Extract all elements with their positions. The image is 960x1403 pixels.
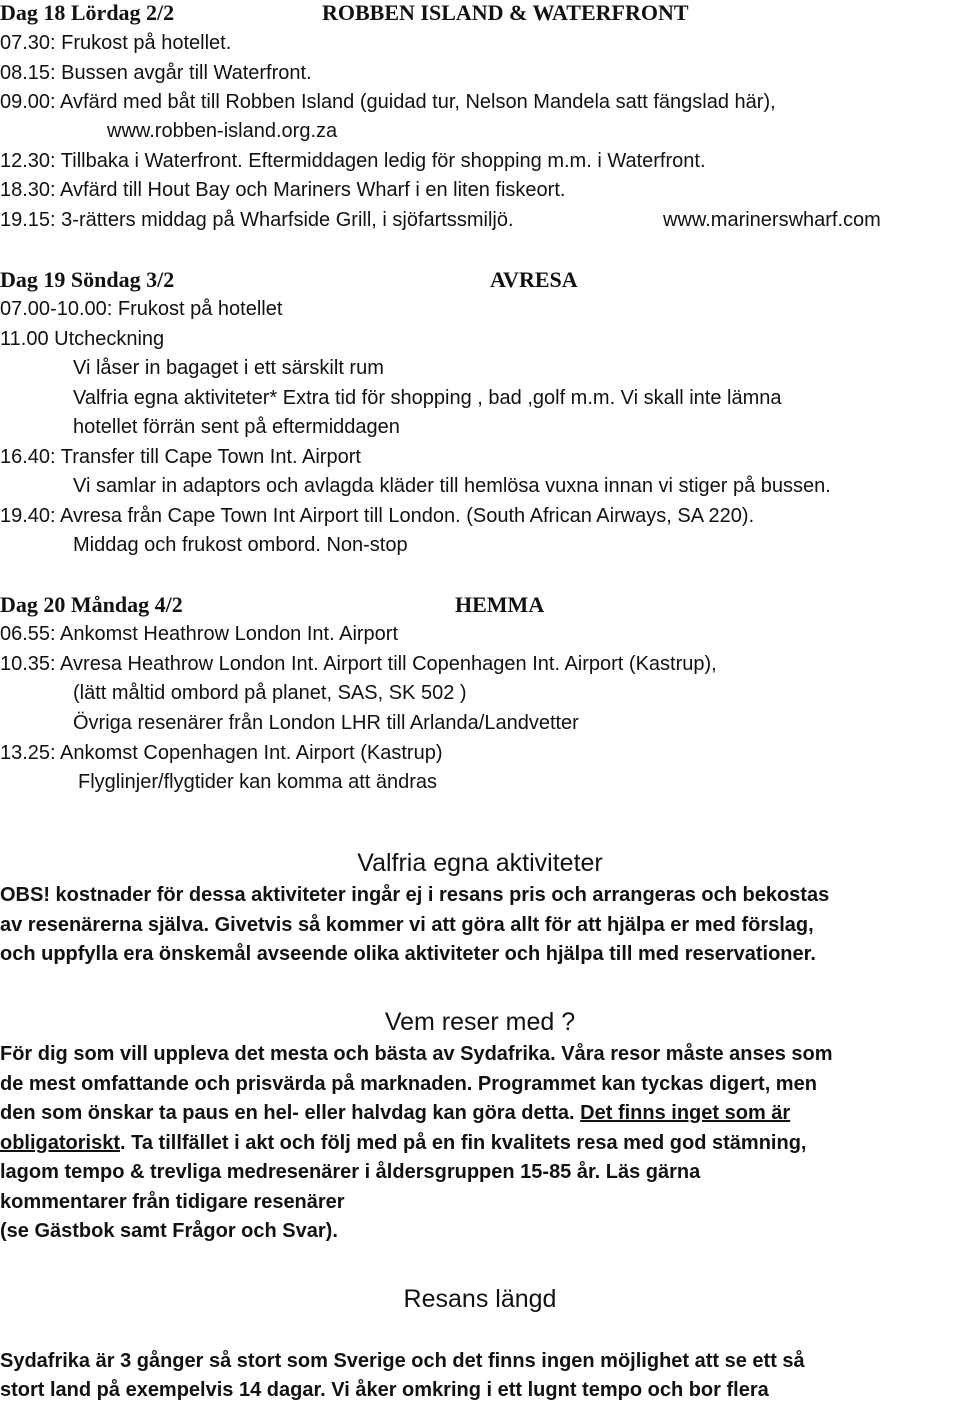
day18-line: 08.15: Bussen avgår till Waterfront. [0, 62, 312, 84]
day19-title: AVRESA [490, 267, 578, 292]
valfria-line: och uppfylla era önskemål avseende olika aktiviteter och hjälpa till med reservationer. [0, 943, 816, 965]
day19-line: Valfria egna aktiviteter* Extra tid för shopping , bad ,golf m.m. Vi skall inte lämna [73, 387, 782, 409]
day20-line: (lätt måltid ombord på planet, SAS, SK 502 ) [73, 682, 467, 704]
day20-title: HEMMA [455, 592, 545, 617]
day20-line: 13.25: Ankomst Copenhagen Int. Airport (Kastrup) [0, 742, 443, 764]
vem-line: (se Gästbok samt Frågor och Svar). [0, 1220, 338, 1242]
day19-line: 11.00 Utcheckning [0, 328, 165, 350]
vem-line: För dig som vill uppleva det mesta och bästa av Sydafrika. Våra resor måste anses som [0, 1043, 833, 1065]
vem-line: de mest omfattande och prisvärda på marknaden. Programmet kan tyckas digert, men [0, 1073, 817, 1095]
vem-line [0, 1100, 790, 1126]
vem-line-text: den som önskar ta paus en hel- eller halvdag kan göra detta. [0, 1102, 581, 1124]
day18-line: 09.00: Avfärd med båt till Robben Island (guidad tur, Nelson Mandela satt fängslad här), [0, 91, 776, 113]
langd-heading: Resans längd [403, 1285, 557, 1313]
day18-line: 12.30: Tillbaka i Waterfront. Eftermiddagen ledig för shopping m.m. i Waterfront. [0, 150, 706, 172]
day18-line: 19.15: 3-rätters middag på Wharfside Grill, i sjöfartssmiljö. [0, 209, 514, 231]
vem-heading: Vem reser med ? [384, 1008, 576, 1036]
day19-line: Vi samlar in adaptors och avlagda kläder till hemlösa vuxna innan vi stiger på bussen. [73, 475, 831, 497]
vem-line: lagom tempo & trevliga medresenärer i åldersgruppen 15-85 år. Läs gärna [0, 1161, 701, 1183]
day19-line: 16.40: Transfer till Cape Town Int. Airport [0, 446, 361, 468]
day18-line: 07.30: Frukost på hotellet. [0, 32, 232, 54]
valfria-heading: Valfria egna aktiviteter [357, 849, 603, 877]
day19-line: hotellet förrän sent på eftermiddagen [73, 416, 400, 438]
robben-island-link[interactable]: www.robben-island.org.za [107, 120, 338, 142]
day20-line: Flyglinjer/flygtider kan komma att ändras [78, 771, 438, 793]
vem-line [0, 1130, 806, 1156]
day19-line: Vi låser in bagaget i ett särskilt rum [73, 357, 384, 379]
day20-line: 06.55: Ankomst Heathrow London Int. Airport [0, 623, 399, 645]
day19-line: Middag och frukost ombord. Non-stop [73, 534, 408, 556]
vem-line-text: . Ta tillfället i akt och följ med på en fin kvalitets resa med god stämning, [120, 1132, 807, 1154]
vem-underlined-text: obligatoriskt [0, 1132, 121, 1154]
day18-line: 18.30: Avfärd till Hout Bay och Mariners Wharf i en liten fiskeort. [0, 179, 566, 201]
vem-underlined-text: Det finns inget som är [580, 1102, 791, 1124]
day19-header: Dag 19 Söndag 3/2 [0, 267, 175, 292]
day18-title: ROBBEN ISLAND & WATERFRONT [322, 0, 689, 25]
valfria-line: OBS! kostnader för dessa aktiviteter ingår ej i resans pris och arrangeras och bekostas [0, 884, 830, 906]
marinerswharf-link[interactable]: www.marinerswharf.com [663, 209, 881, 231]
day20-header: Dag 20 Måndag 4/2 [0, 592, 183, 617]
vem-line: kommentarer från tidigare resenärer [0, 1191, 345, 1213]
day19-line: 19.40: Avresa från Cape Town Int Airport till London. (South African Airways, SA 220). [0, 505, 755, 527]
day20-line: 10.35: Avresa Heathrow London Int. Airport till Copenhagen Int. Airport (Kastrup), [0, 653, 717, 675]
day20-line: Övriga resenärer från London LHR till Arlanda/Landvetter [73, 712, 579, 734]
day19-line: 07.00-10.00: Frukost på hotellet [0, 298, 283, 320]
day18-header: Dag 18 Lördag 2/2 [0, 0, 175, 25]
langd-line: Sydafrika är 3 gånger så stort som Sverige och det finns ingen möjlighet att se ett så [0, 1350, 805, 1372]
valfria-line: av resenärerna själva. Givetvis så kommer vi att göra allt för att hjälpa er med förslag, [0, 914, 814, 936]
langd-line: stort land på exempelvis 14 dagar. Vi åker omkring i ett lugnt tempo och bor flera [0, 1379, 769, 1401]
